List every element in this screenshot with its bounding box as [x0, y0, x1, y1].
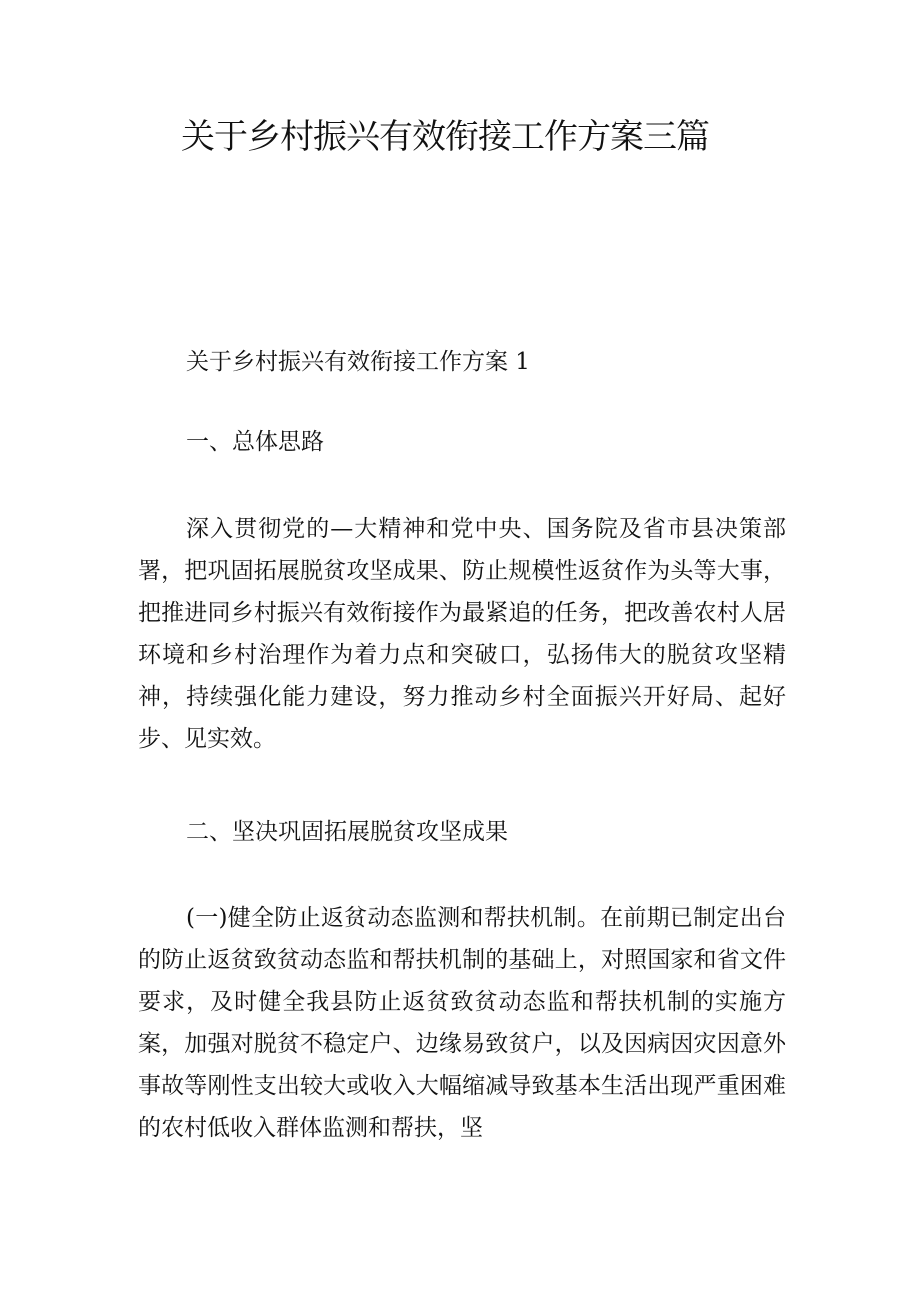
- section-heading-overall-approach: 一、总体思路: [186, 429, 324, 455]
- paragraph-overall-approach: 深入贯彻党的—大精神和党中央、国务院及省市县决策部署，把巩固拓展脱贫攻坚成果、防止规模性返贫作为头等大事，把推进同乡村振兴有效衔接作为最紧追的任务，把改善农村人居环境和乡村治理作为着力点和突破口，弘扬伟大的脱贫攻坚精神，持续强化能力建设，努力推动乡村全面振兴开好局、起好步、见实效。: [138, 516, 786, 752]
- section-heading-consolidate-results: 二、坚决巩固拓展脱贫攻坚成果: [186, 819, 508, 845]
- document-title: 关于乡村振兴有效衔接工作方案三篇: [181, 117, 709, 157]
- section-subtitle: 关于乡村振兴有效衔接工作方案 1: [186, 349, 530, 375]
- paragraph-monitoring-mechanism: (一)健全防止返贫动态监测和帮扶机制。在前期已制定出台的防止返贫致贫动态监和帮扶机制的基础上，对照国家和省文件要求，及时健全我县防止返贫致贫动态监和帮扶机制的实施方案，加强对脱贫不稳定户、边缘易致贫户，以及因病因灾因意外事故等刚性支出较大或收入大幅缩减导致基本生活出现严重困难的农村低收入群体监测和帮扶，坚: [138, 905, 786, 1141]
